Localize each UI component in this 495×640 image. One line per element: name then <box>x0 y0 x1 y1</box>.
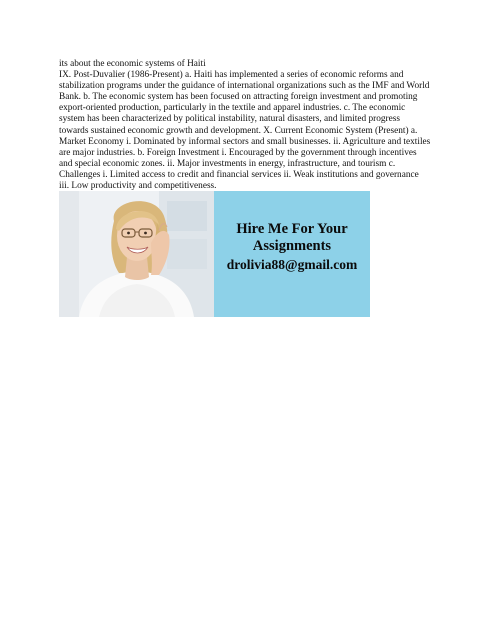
ad-headline-line1: Hire Me For Your <box>236 221 348 237</box>
ad-contact-panel[interactable] <box>214 191 370 317</box>
document-title-line: its about the economic systems of Haiti <box>59 59 206 69</box>
ad-headline-line2: Assignments <box>252 238 332 254</box>
document-text <box>59 59 431 192</box>
woman-photo <box>59 191 214 317</box>
ad-email-link[interactable]: drolivia88@gmail.com <box>226 257 358 272</box>
ad-banner[interactable] <box>59 191 370 317</box>
document-body: IX. Post-Duvalier (1986-Present) a. Haiti has implemented a series of economic reforms and stabilization programs under the guidance of international organizations such as the IMF and World Bank. b. The economic system has been focused on attracting foreign investment and promoting export-oriented production, particularly in the textile and apparel industries. c. The economic system has been characterized by political instability, natural disasters, and limited progress towards sustained economic growth and development. X. Current Economic System (Present) a. Market Economy i. Dominated by informal sectors and small businesses. ii. Agriculture and textiles are major industries. b. Foreign Investment i. Encouraged by the government through incentives and special economic zones. ii. Major investments in energy, infrastructure, and tourism c. Challenges i. Limited access to credit and financial services ii. Weak institutions and governance iii. Low productivity and competitiveness. <box>59 70 431 192</box>
woman-photo-illustration <box>59 191 214 317</box>
